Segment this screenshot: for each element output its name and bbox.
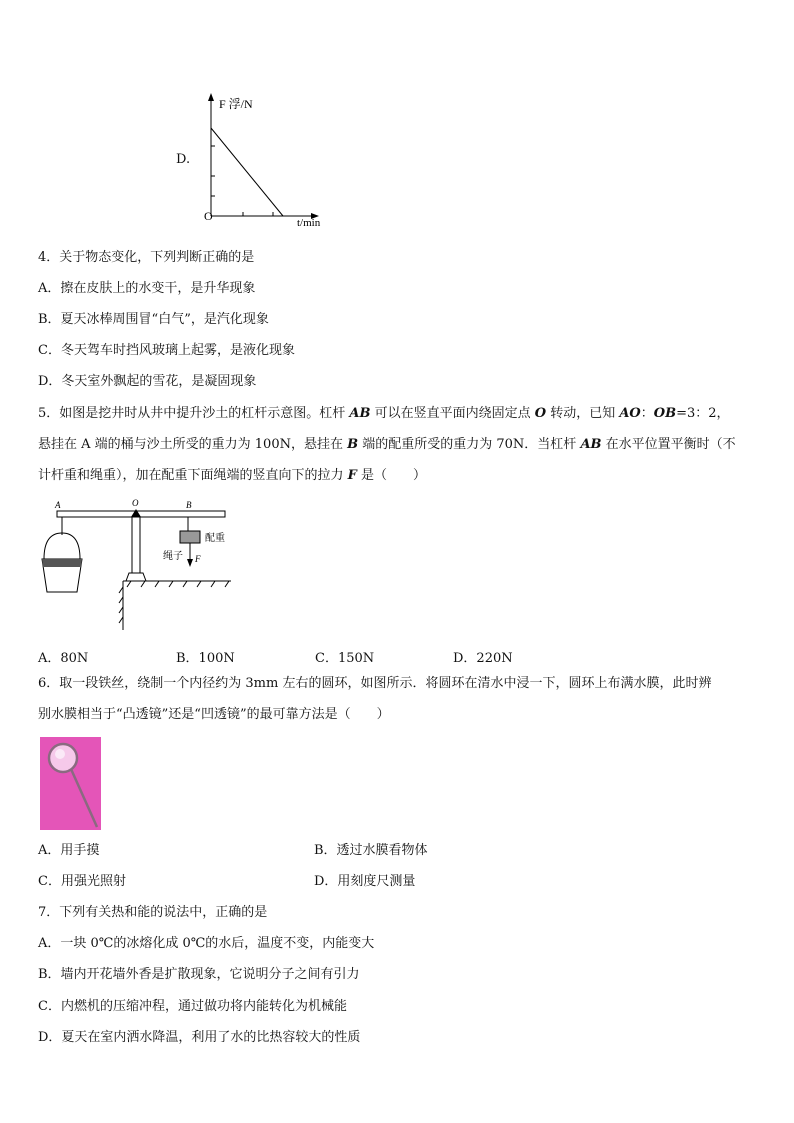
y-axis-arrow xyxy=(208,93,214,101)
bucket-handle xyxy=(44,533,80,559)
lever-bar xyxy=(57,511,225,517)
origin-label: O xyxy=(204,209,213,223)
q7-option-d: D．夏天在室内洒水降温，利用了水的比热容较大的性质 xyxy=(38,1030,361,1045)
q6-option-d: D．用刻度尺测量 xyxy=(314,874,416,889)
q5-option-a: A．80N xyxy=(38,651,89,666)
buoyancy-time-graph xyxy=(195,90,345,230)
graph-option-label: D. xyxy=(176,152,191,167)
q6-option-c: C．用强光照射 xyxy=(38,874,126,889)
q4-option-a: A．擦在皮肤上的水变干，是升华现象 xyxy=(38,281,256,296)
label-a: A xyxy=(55,500,61,510)
q7-option-c: C．内燃机的压缩冲程，通过做功将内能转化为机械能 xyxy=(38,999,347,1014)
force-label: F xyxy=(195,554,201,564)
q7-option-b: B．墙内开花墙外香是扩散现象，它说明分子之间有引力 xyxy=(38,967,360,982)
lever-diagram xyxy=(35,495,250,635)
q5-option-c: C．150N xyxy=(315,651,375,666)
q5-option-b: B．100N xyxy=(176,651,235,666)
q7-option-a: A．一块 0℃的冰熔化成 0℃的水后，温度不变，内能变大 xyxy=(38,936,375,951)
q4-option-d: D．冬天室外飘起的雪花，是凝固现象 xyxy=(38,374,257,389)
x-axis-label: t/min xyxy=(297,217,321,229)
q6-option-a: A．用手摸 xyxy=(38,843,100,858)
graph-line xyxy=(211,128,283,216)
bucket-sand xyxy=(42,559,82,567)
q5-line3: 计杆重和绳重），加在配重下面绳端的竖直向下的拉力 F 是（ ） xyxy=(38,468,427,483)
q6-option-b: B．透过水膜看物体 xyxy=(314,843,428,858)
post-base xyxy=(126,573,146,581)
q5-line2: 悬挂在 A 端的桶与沙土所受的重力为 100N，悬挂在 B 端的配重所受的重力为 70N．当杠杆 AB 在水平位置平衡时（不 xyxy=(38,437,736,452)
wire-ring-photo xyxy=(40,737,101,830)
q7-stem: 7．下列有关热和能的说法中，正确的是 xyxy=(38,905,268,920)
label-b: B xyxy=(186,500,192,510)
q5-option-d: D．220N xyxy=(453,651,513,666)
wire-handle xyxy=(71,769,97,827)
counterweight-label: 配重 xyxy=(205,533,225,544)
q4-stem: 4．关于物态变化，下列判断正确的是 xyxy=(38,250,255,265)
rope-label: 绳子 xyxy=(163,551,183,562)
q4-option-c: C．冬天驾车时挡风玻璃上起雾，是液化现象 xyxy=(38,343,295,358)
y-axis-label: F 浮/N xyxy=(219,97,253,111)
label-o: O xyxy=(132,498,139,508)
q6-line1: 6．取一段铁丝，绕制一个内径约为 3mm 左右的圆环，如图所示．将圆环在清水中浸一下，圆环上布满水膜，此时辨 xyxy=(38,676,712,691)
q6-line2: 别水膜相当于“凸透镜”还是“凹透镜”的最可靠方法是（ ） xyxy=(38,707,390,722)
counterweight xyxy=(180,531,200,543)
q5-line1: 5．如图是挖井时从井中提升沙土的杠杆示意图。杠杆 AB 可以在竖直平面内绕固定点 O 转动，已知 AO：OB=3：2， xyxy=(38,406,730,421)
support-post xyxy=(132,517,140,575)
q4-option-b: B．夏天冰棒周围冒“白气”，是汽化现象 xyxy=(38,312,269,327)
force-arrow xyxy=(187,559,193,567)
